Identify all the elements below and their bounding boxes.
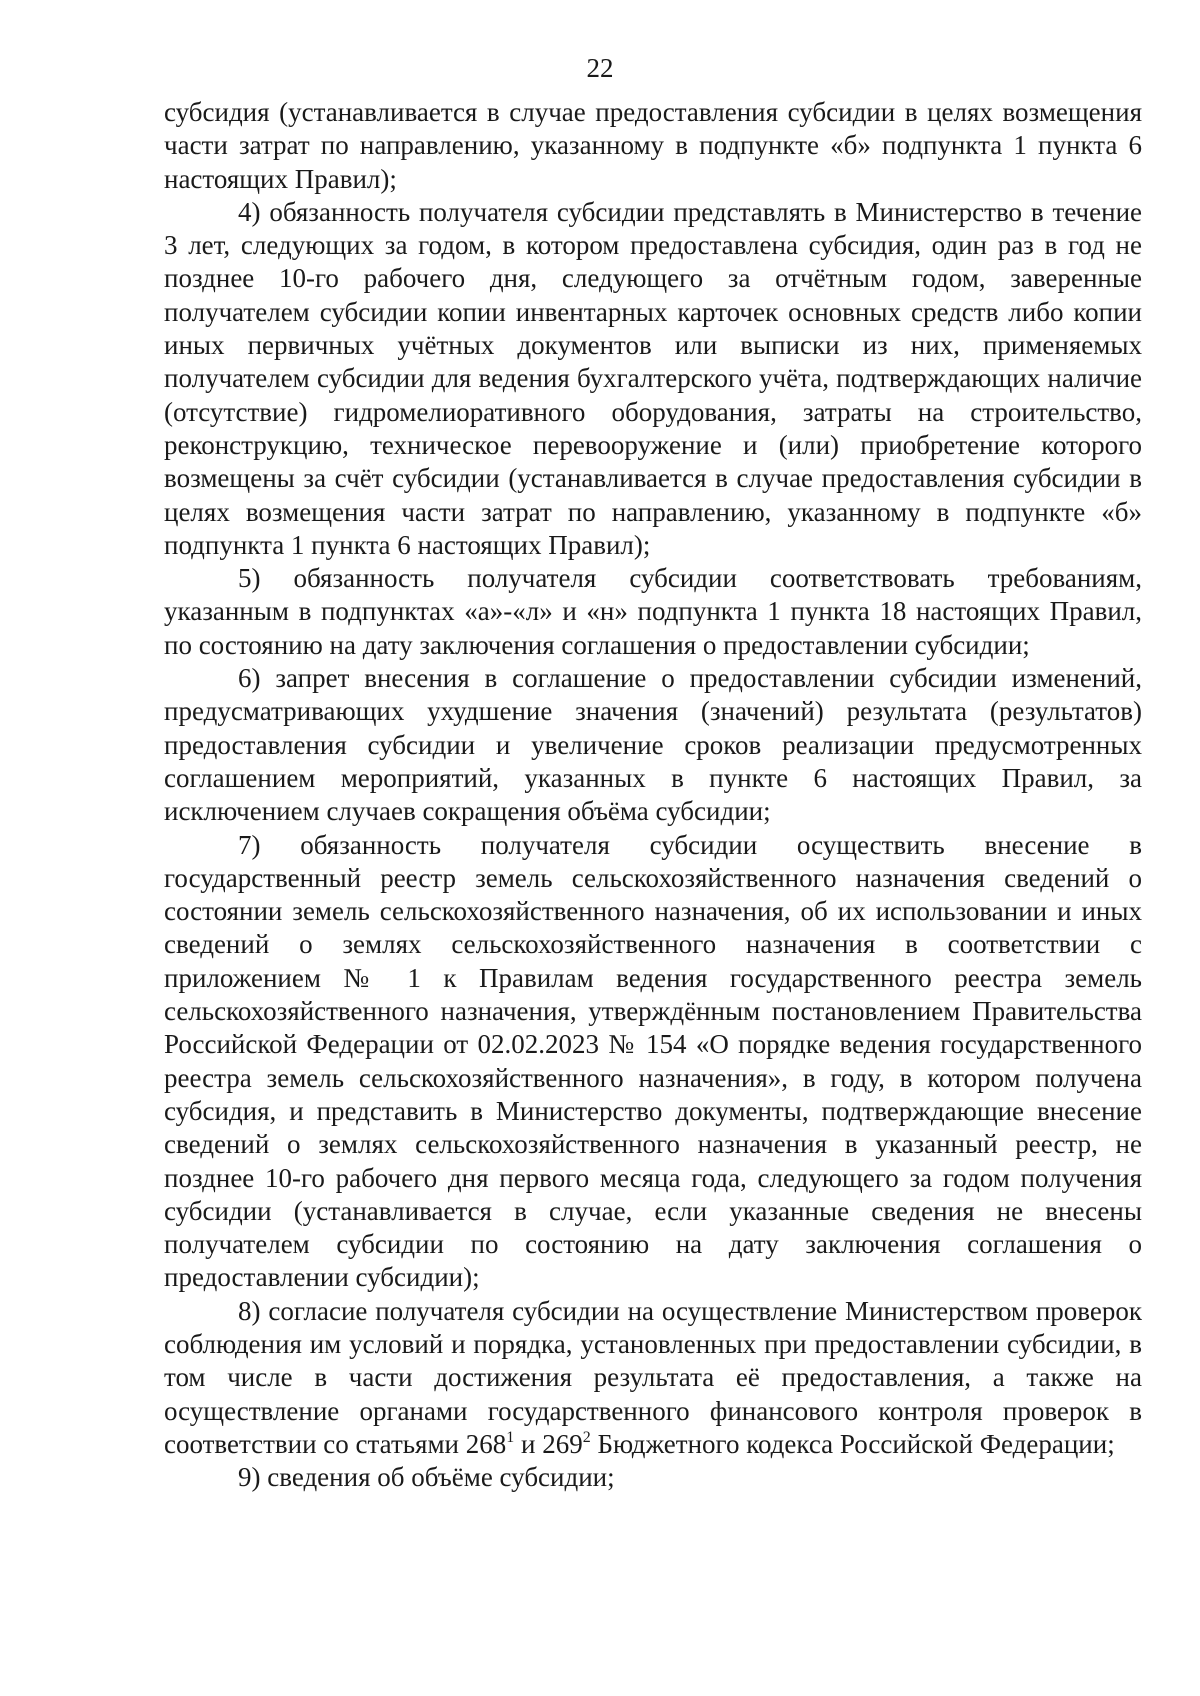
superscript-2: 2 [582,1428,591,1446]
paragraph-item-8-text-middle: и 269 [514,1428,583,1459]
document-body [164,96,1142,1494]
paragraph-item-8-text-end: Бюджетного кодекса Российской Федерации; [590,1428,1115,1459]
paragraph-item-5: 5) обязанность получателя субсидии соответствовать требованиям, указанным в подпунктах «а»-«л» и «н» подпункта 1 пункта 18 настоящих Правил, по состоянию на дату заключения соглашения о предоставлении субсидии; [164,563,1142,660]
paragraph-item-8-text: 8) согласие получателя субсидии на осуществление Министерством проверок соблюдения им условий и порядка, установленных при предоставлении субсидии, в том числе в части достижения результата её предоставления, а также на осуществление органами государственного финансового контроля проверок в соответствии со статьями 268 [164,1295,1142,1459]
paragraph-item-6: 6) запрет внесения в соглашение о предоставлении субсидии изменений, предусматривающих ухудшение значения (значений) результата (результатов) предоставления субсидии и увеличение сроков реализации предусмотренных соглашением мероприятий, указанных в пункте 6 настоящих Правил, за исключением случаев сокращения объёма субсидии; [164,663,1142,827]
superscript-1: 1 [506,1428,515,1446]
page-number: 22 [586,53,614,83]
paragraph-item-4: 4) обязанность получателя субсидии представлять в Министерство в течение 3 лет, следующих за годом, в котором предоставлена субсидия, один раз в год не позднее 10-го рабочего дня, следующего за отчётным годом, заверенные получателем субсидии копии инвентарных карточек основных средств либо копии иных первичных учётных документов или выписки из них, применяемых получателем субсидии для ведения бухгалтерского учёта, подтверждающих наличие (отсутствие) гидромелиоративного оборудования, затраты на строительство, реконструкцию, техническое перевооружение и (или) приобретение которого возмещены за счёт субсидии (устанавливается в случае предоставления субсидии в целях возмещения части затрат по направлению, указанному в подпункте «б» подпункта 1 пункта 6 настоящих Правил); [164,196,1142,560]
paragraph-item-7: 7) обязанность получателя субсидии осуществить внесение в государственный реестр земель сельскохозяйственного назначения сведений о состоянии земель сельскохозяйственного назначения, об их использовании и иных сведений о землях сельскохозяйственного назначения в соответствии с приложением № 1 к Правилам ведения государственного реестра земель сельскохозяйственного назначения, утверждённым постановлением Правительства Российской Федерации от 02.02.2023 № 154 «О порядке ведения государственного реестра земель сельскохозяйственного назначения», в году, в котором получена субсидия, и представить в Министерство документы, подтверждающие внесение сведений о землях сельскохозяйственного назначения в указанный реестр, не позднее 10-го рабочего дня первого месяца года, следующего за годом получения субсидии (устанавливается в случае, если указанные сведения не внесены получателем субсидии по состоянию на дату заключения соглашения о предоставлении субсидии); [164,829,1142,1293]
paragraph-item-8 [164,1295,1142,1461]
paragraph-subsidy-continuation: субсидия (устанавливается в случае предоставления субсидии в целях возмещения части затрат по направлению, указанному в подпункте «б» подпункта 1 пункта 6 настоящих Правил); [164,97,1142,194]
paragraph-item-9: 9) сведения об объёме субсидии; [238,1462,615,1493]
